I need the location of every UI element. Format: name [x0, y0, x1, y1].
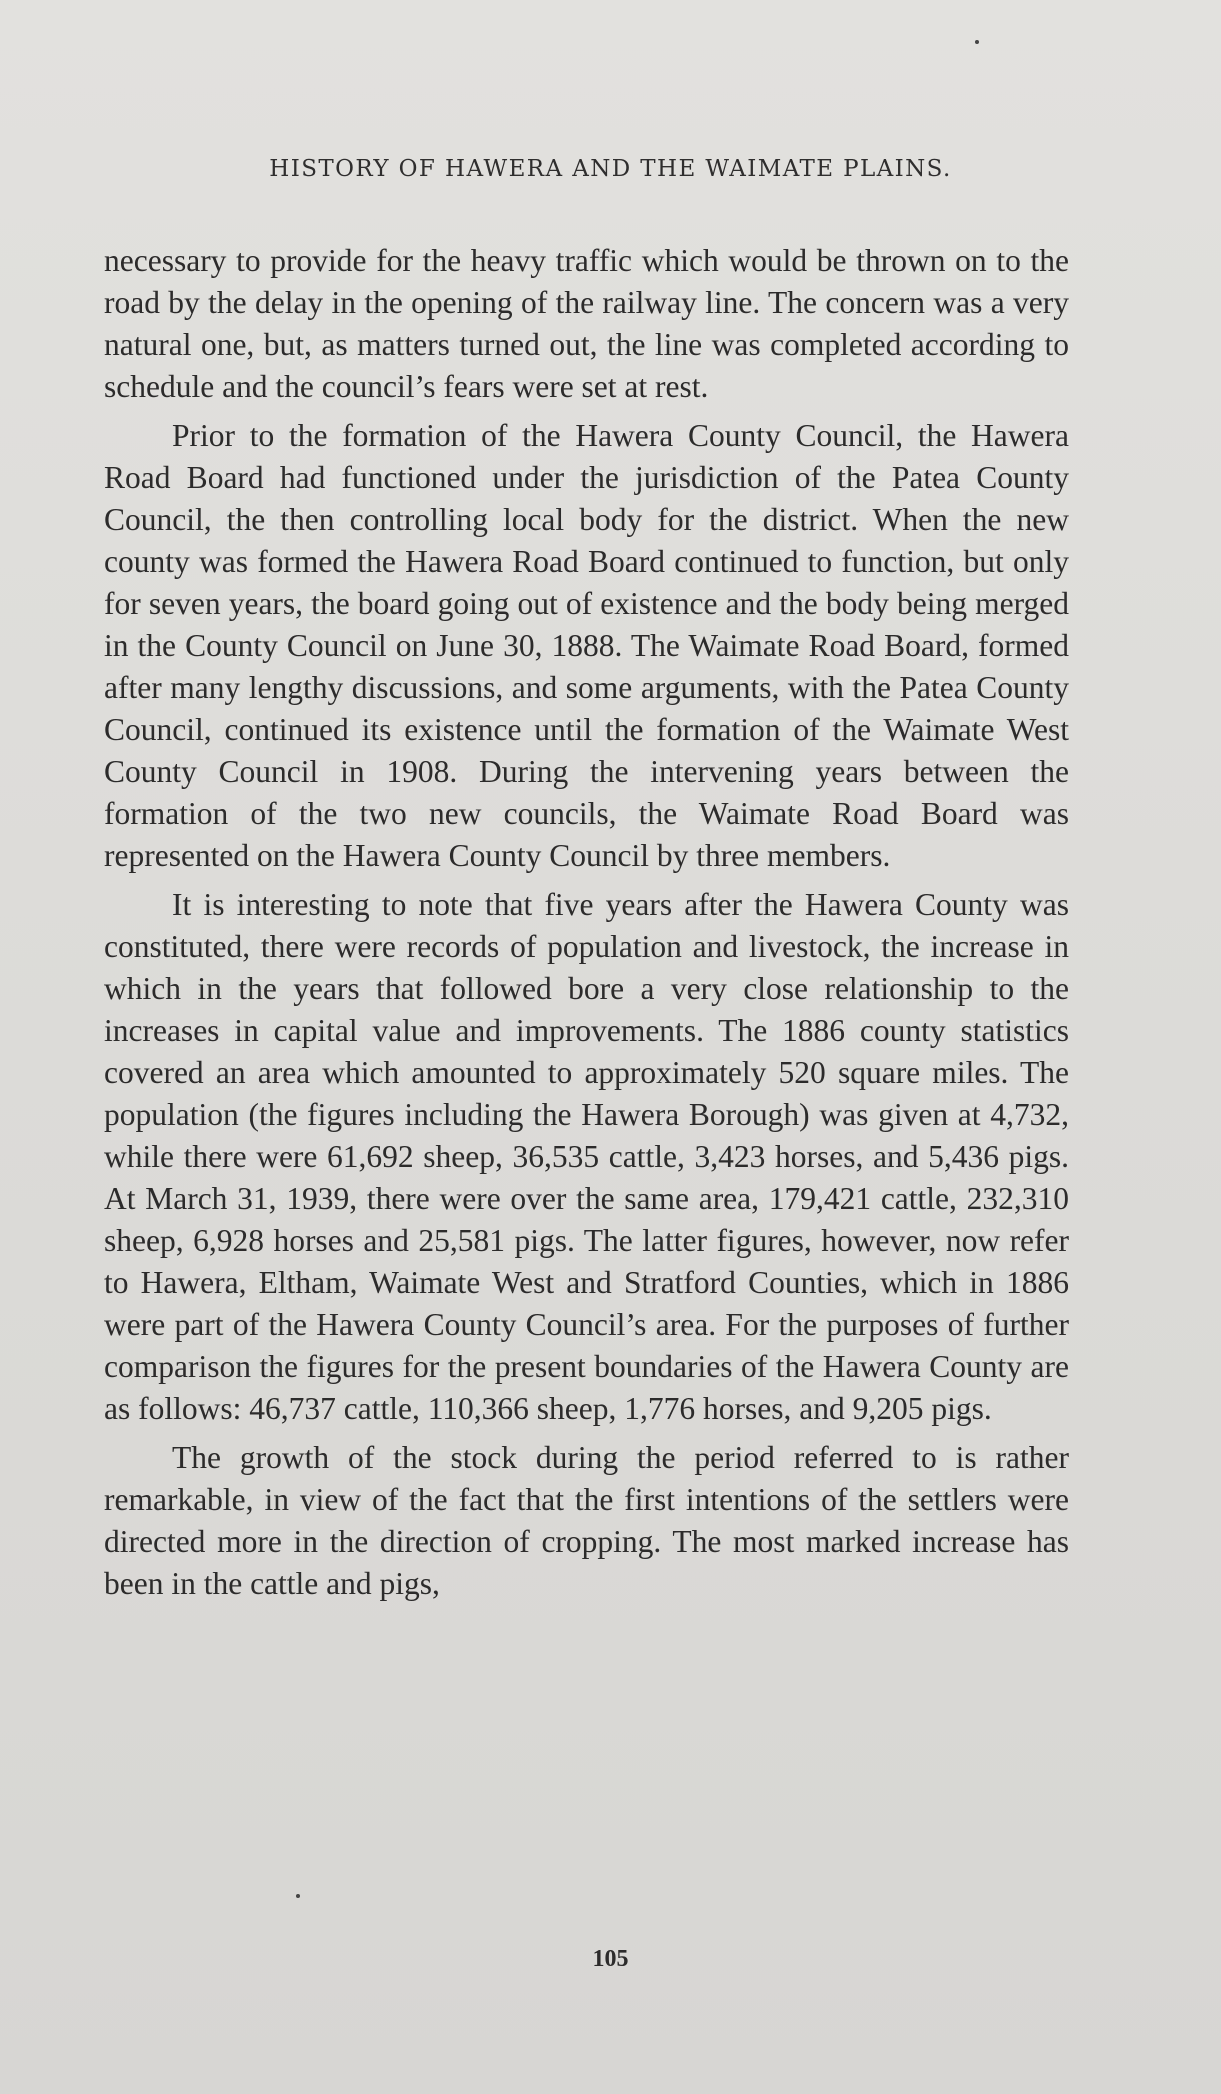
body-text — [104, 240, 1069, 1612]
page-number: 105 — [592, 1946, 629, 1972]
paragraph: necessary to provide for the heavy traffic which would be thrown on to the road by the delay in the opening of the railway line. The concern was a very natural one, but, as matters turned out, the line was completed according to schedule and the council’s fears were set at rest. — [104, 243, 1069, 404]
paragraph: It is interesting to note that five years after the Hawera County was constituted, there were records of population and livestock, the increase in which in the years that followed bore a very close relationship to the increases in capital value and improvements. The 1886 county statistics covered an area which amounted to approximately 520 square miles. The population (the figures including the Hawera Borough) was given at 4,732, while there were 61,692 sheep, 36,535 cattle, 3,423 horses, and 5,436 pigs. At March 31, 1939, there were over the same area, 179,421 cattle, 232,310 sheep, 6,928 horses and 25,581 pigs. The latter figures, however, now refer to Hawera, Eltham, Waimate West and Stratford Counties, which in 1886 were part of the Hawera County Council’s area. For the purposes of further comparison the figures for the present boundaries of the Hawera County are as follows: 46,737 cattle, 110,366 sheep, 1,776 horses, and 9,205 pigs. — [104, 887, 1069, 1426]
running-head: HISTORY OF HAWERA AND THE WAIMATE PLAINS. — [269, 156, 952, 182]
print-speck — [975, 40, 979, 44]
paragraph: The growth of the stock during the period referred to is rather remarkable, in view of the fact that the first intentions of the settlers were directed more in the direction of cropping. The most marked increase has been in the cattle and pigs, — [104, 1440, 1069, 1601]
print-speck — [296, 1894, 300, 1898]
paragraph: Prior to the formation of the Hawera County Council, the Hawera Road Board had functioned under the jurisdiction of the Patea County Council, the then controlling local body for the district. When the new county was formed the Hawera Road Board continued to function, but only for seven years, the board going out of existence and the body being merged in the County Council on June 30, 1888. The Waimate Road Board, formed after many lengthy discussions, and some arguments, with the Patea County Council, continued its existence until the formation of the Waimate West County Council in 1908. During the intervening years between the formation of the two new councils, the Waimate Road Board was represented on the Hawera County Council by three members. — [104, 418, 1069, 873]
